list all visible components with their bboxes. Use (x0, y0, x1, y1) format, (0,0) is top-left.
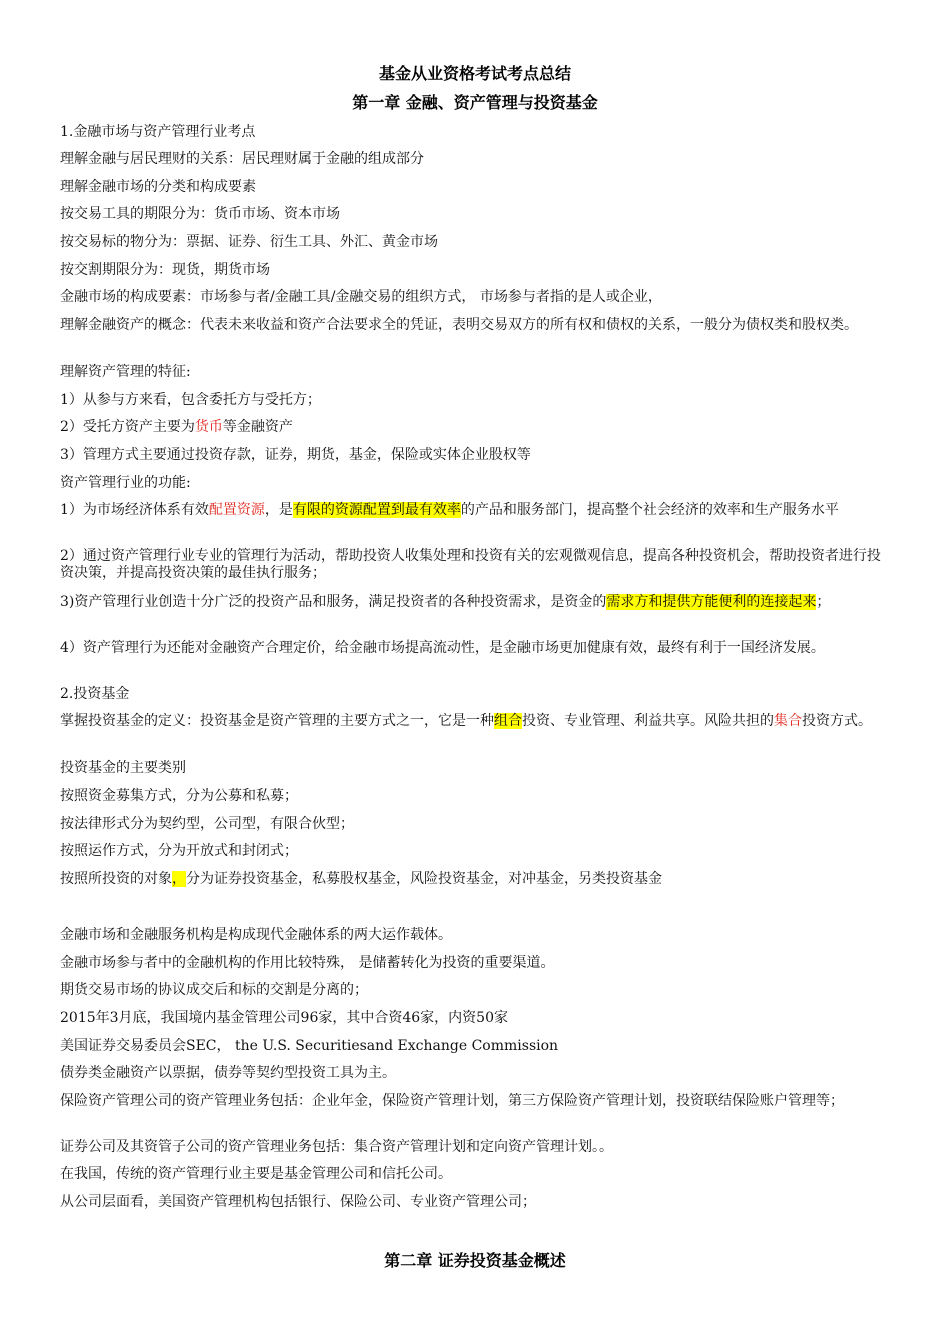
highlighted-text: ， (172, 871, 186, 887)
paragraph: 期货交易市场的协议成交后和标的交割是分离的； (60, 982, 368, 998)
red-text: 集合 (774, 713, 802, 729)
paragraph: 债券类金融资产以票据，债券等契约型投资工具为主。 (60, 1065, 396, 1081)
paragraph: 金融市场和金融服务机构是构成现代金融体系的两大运作载体。 (60, 927, 452, 943)
list-item: 按照资金募集方式，分为公募和私募； (60, 788, 298, 804)
chapter-2-title: 第二章 证券投资基金概述 (384, 1251, 566, 1270)
paragraph: 2015年3月底，我国境内基金管理公司96家，其中合资46家，内资50家 (60, 1010, 508, 1026)
red-text: 配置资源 (208, 502, 265, 518)
paragraph: 理解金融市场的分类和构成要素 (60, 179, 256, 195)
highlighted-text: 有限的资源配置到最有效率 (292, 502, 461, 518)
list-item: 3）管理方式主要通过投资存款，证券，期货，基金，保险或实体企业股权等 (60, 447, 531, 463)
paragraph: 按交割期限分为：现货，期货市场 (60, 262, 270, 278)
list-item: 1）为市场经济体系有效配置资源，是有限的资源配置到最有效率的产品和服务部门，提高整个社会经济的效率和生产服务水平 (60, 502, 839, 518)
list-item: 按照运作方式，分为开放式和封闭式； (60, 843, 298, 859)
list-item: 按照所投资的对象，分为证券投资基金，私募股权基金，风险投资基金，对冲基金，另类投资基金 (60, 871, 662, 887)
paragraph: 金融市场的构成要素：市场参与者/金融工具/金融交易的组织方式， 市场参与者指的是人或企业， (60, 289, 662, 305)
list-item: 1）从参与方来看，包含委托方与受托方； (60, 392, 321, 408)
red-text: 货币 (194, 419, 223, 435)
highlighted-text: 组合 (494, 713, 522, 729)
section-heading-1: 1.金融市场与资产管理行业考点 (60, 124, 256, 140)
chapter-1-title: 第一章 金融、资产管理与投资基金 (352, 93, 598, 112)
paragraph: 从公司层面看，美国资产管理机构包括银行、保险公司、专业资产管理公司； (60, 1194, 536, 1210)
list-item: 按法律形式分为契约型，公司型，有限合伙型； (60, 816, 354, 832)
paragraph: 理解资产管理的特征: (60, 364, 191, 380)
paragraph: 美国证券交易委员会SEC， the U.S. Securitiesand Exchange Commission (60, 1038, 559, 1054)
paragraph: 资产管理行业的功能: (60, 475, 191, 491)
list-item: 4）资产管理行为还能对金融资产合理定价，给金融市场提高流动性，是金融市场更加健康有效，最终有利于一国经济发展。 (60, 640, 825, 656)
paragraph: 按交易标的物分为：票据、证券、衍生工具、外汇、黄金市场 (60, 234, 438, 250)
list-item: 2）受托方资产主要为货币等金融资产 (60, 419, 293, 435)
paragraph: 投资基金的主要类别 (60, 760, 186, 776)
paragraph: 掌握投资基金的定义：投资基金是资产管理的主要方式之一，它是一种组合投资、专业管理、利益共享。风险共担的集合投资方式。 (60, 713, 872, 729)
list-item: 3)资产管理行业创造十分广泛的投资产品和服务，满足投资者的各种投资需求，是资金的需求方和提供方能便利的连接起来； (60, 594, 831, 610)
paragraph: 在我国，传统的资产管理行业主要是基金管理公司和信托公司。 (60, 1166, 452, 1182)
paragraph: 保险资产管理公司的资产管理业务包括：企业年金，保险资产管理计划，第三方保险资产管理计划，投资联结保险账户管理等； (60, 1093, 844, 1109)
paragraph: 金融市场参与者中的金融机构的作用比较特殊， 是储蓄转化为投资的重要渠道。 (60, 955, 555, 971)
highlighted-text: 需求方和提供方能便利的连接起来 (606, 594, 817, 610)
paragraph: 按交易工具的期限分为：货币市场、资本市场 (60, 206, 340, 222)
paragraph: 证券公司及其资管子公司的资产管理业务包括：集合资产管理计划和定向资产管理计划。。 (60, 1139, 613, 1155)
list-item: 2）通过资产管理行业专业的管理行为活动，帮助投资人收集处理和投资有关的宏观微观信息，提高各种投资机会，帮助投资者进行投资决策，并提高投资决策的最佳执行服务； (60, 548, 881, 581)
document-title: 基金从业资格考试考点总结 (378, 64, 571, 83)
section-heading-2: 2.投资基金 (60, 686, 130, 702)
paragraph: 理解金融与居民理财的关系：居民理财属于金融的组成部分 (60, 151, 424, 167)
paragraph: 理解金融资产的概念：代表未来收益和资产合法要求全的凭证，表明交易双方的所有权和债权的关系，一般分为债权类和股权类。 (60, 317, 858, 333)
